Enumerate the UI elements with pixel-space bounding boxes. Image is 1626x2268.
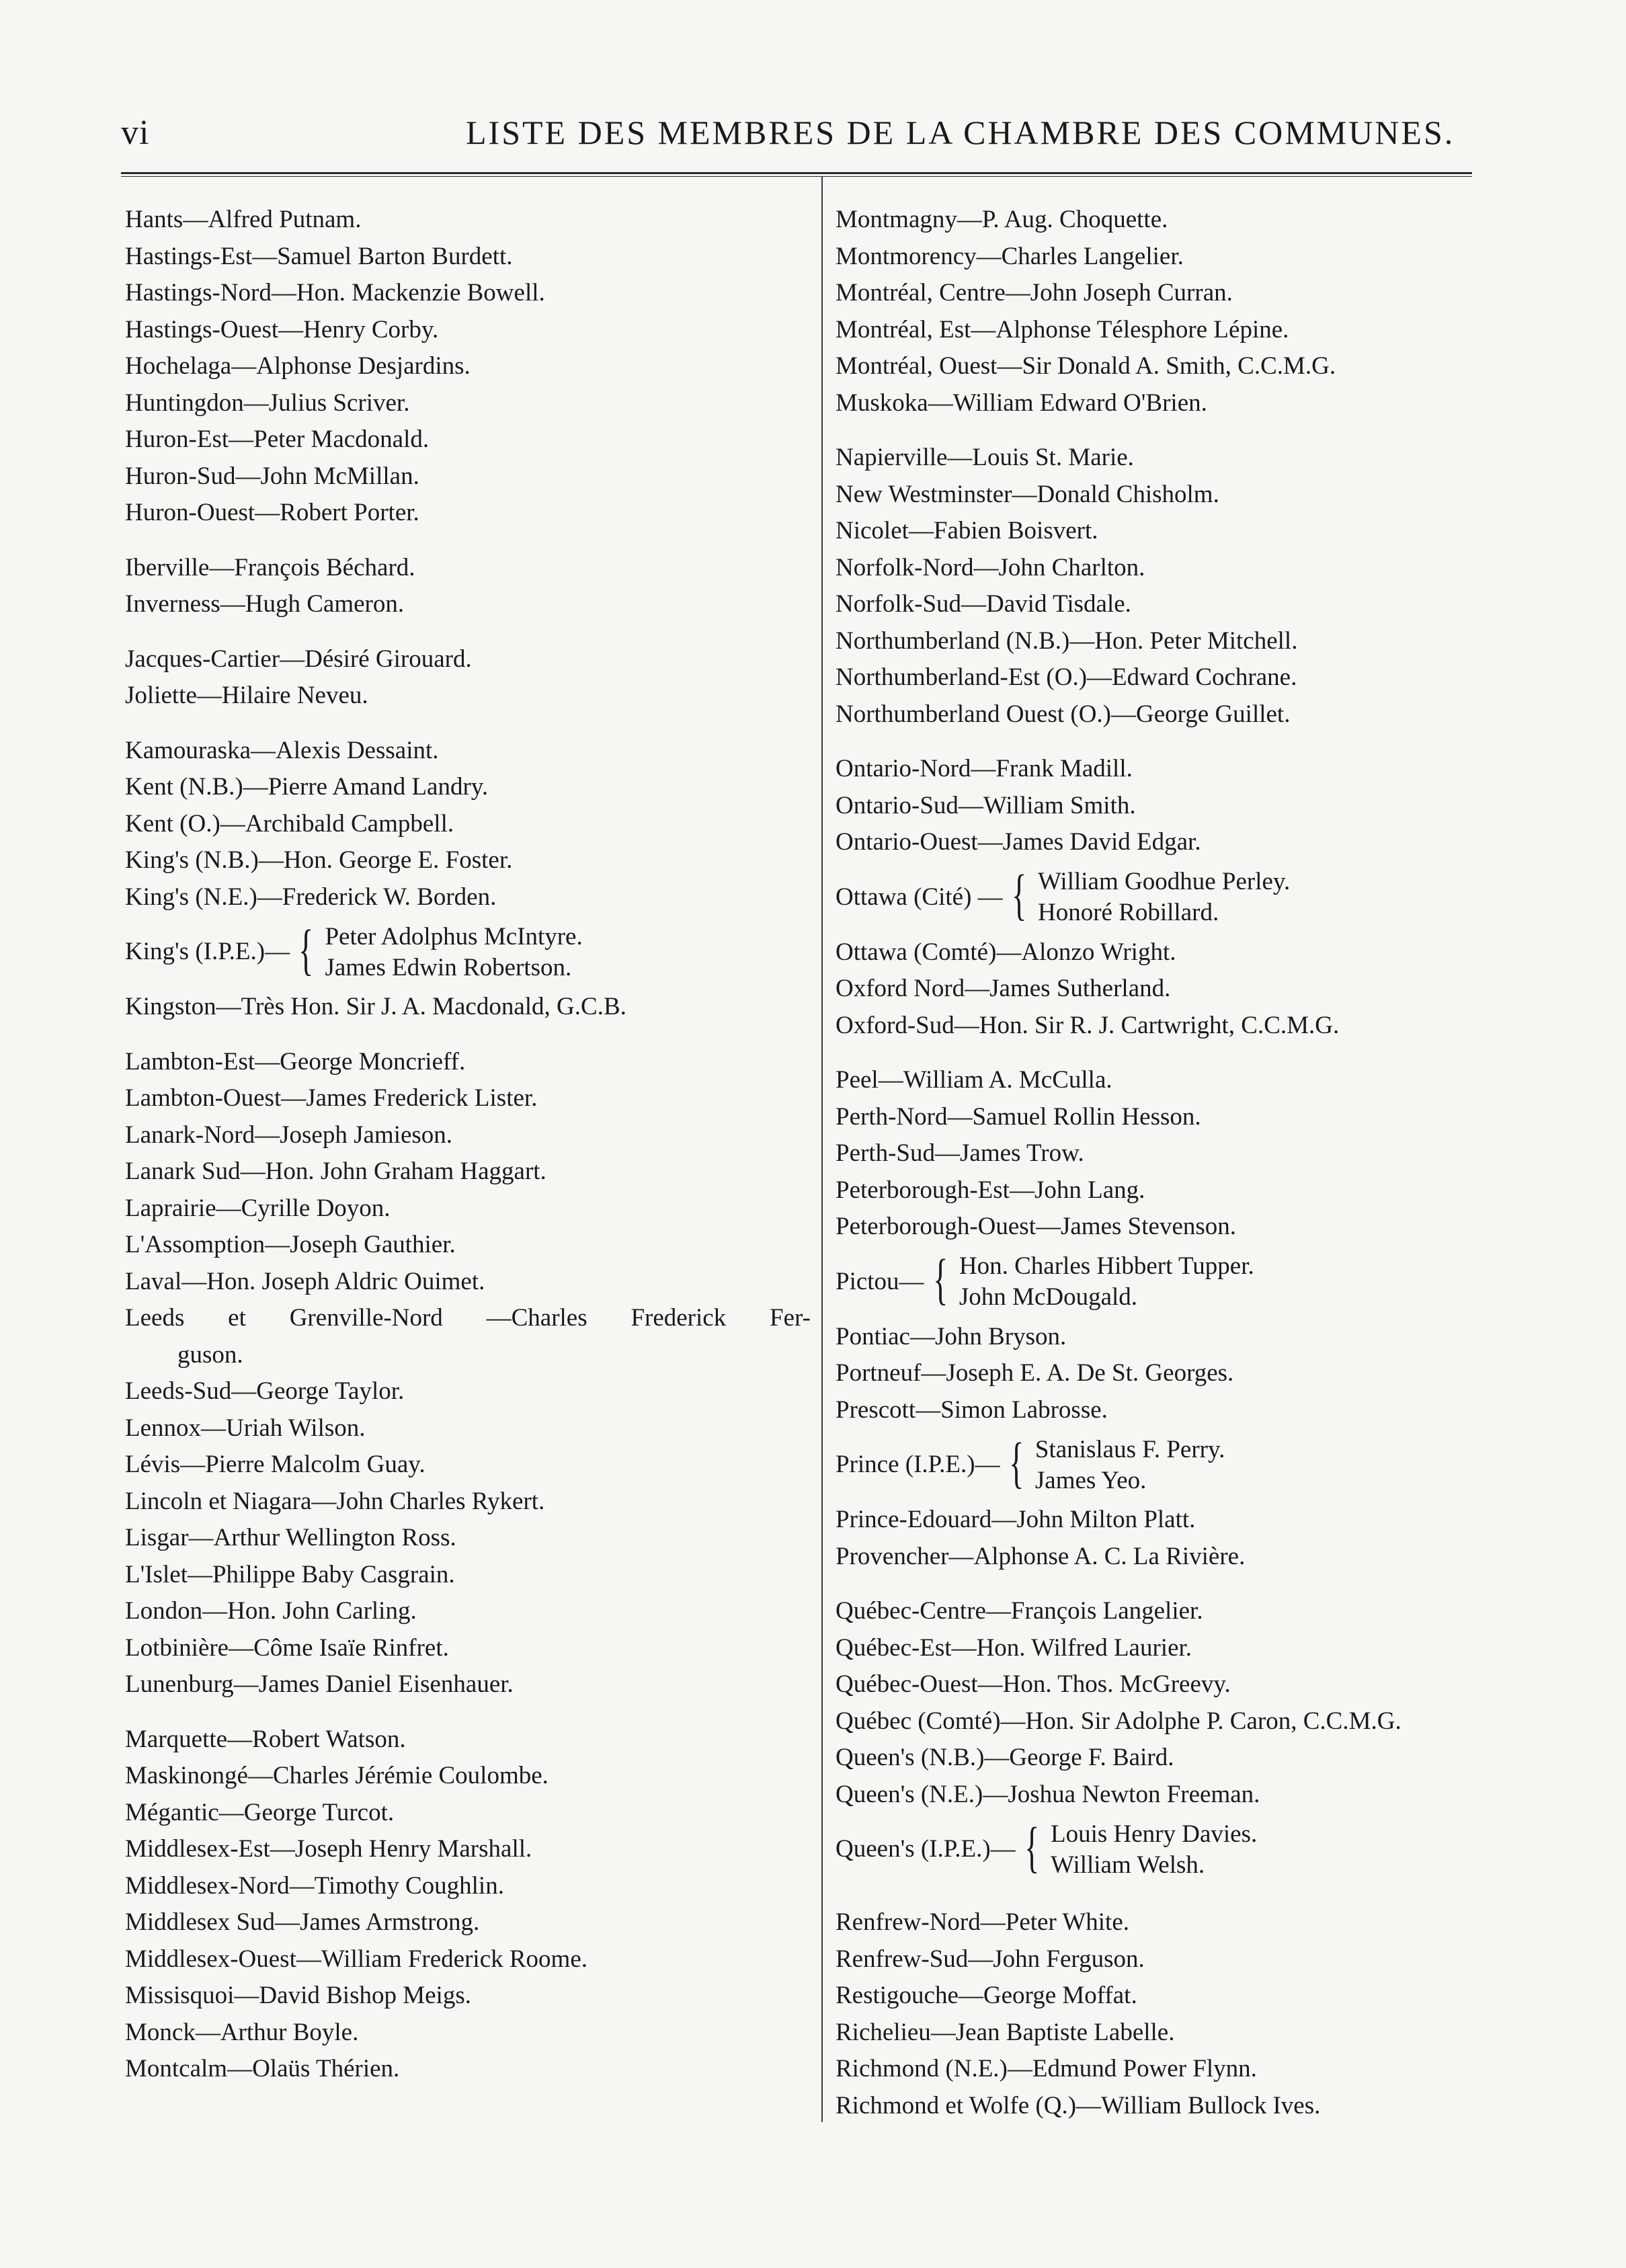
list-item: Montréal, Centre—John Joseph Curran. [836,279,1233,307]
riding-label: Pictou— [836,1267,924,1295]
list-item: Middlesex-Nord—Timothy Coughlin. [125,1871,504,1900]
list-item: Montmagny—P. Aug. Choquette. [836,206,1168,233]
list-item: L'Islet—Philippe Baby Casgrain. [125,1560,455,1588]
list-item: Northumberland-Est (O.)—Edward Cochrane. [836,663,1297,691]
list-item: Portneuf—Joseph E. A. De St. Georges. [836,1359,1234,1387]
left-column [125,202,811,2088]
brace-icon: { [1011,864,1026,926]
list-item: Hants—Alfred Putnam. [125,206,362,233]
list-item: Northumberland Ouest (O.)—George Guillet. [836,700,1291,728]
list-item: Lambton-Est—George Moncrieff. [125,1047,466,1076]
brace-icon: { [1008,1431,1024,1494]
list-item: London—Hon. John Carling. [125,1597,417,1625]
list-item: Lanark-Nord—Joseph Jamieson. [125,1121,453,1149]
list-item: Jacques-Cartier—Désiré Girouard. [125,645,472,673]
page-title: LISTE DES MEMBRES DE LA CHAMBRE DES COMMUNES. [466,114,1455,151]
list-item: Kingston—Très Hon. Sir J. A. Macdonald, G.C.B. [125,993,626,1020]
list-item: Oxford Nord—James Sutherland. [836,975,1171,1002]
list-item: Kent (N.B.)—Pierre Amand Landry. [125,773,489,801]
list-item: Montréal, Ouest—Sir Donald A. Smith, C.C.M.G. [836,352,1336,380]
list-item: Middlesex-Ouest—William Frederick Roome. [125,1945,588,1973]
brace-icon: { [1024,1816,1039,1879]
list-item: Peterborough-Ouest—James Stevenson. [836,1213,1237,1240]
member-name: William Welsh. [1051,1851,1205,1879]
list-item: Montcalm—Olaüs Thérien. [125,2055,400,2082]
list-item: Prescott—Simon Labrosse. [836,1395,1108,1424]
list-item-two-members [836,861,1481,934]
list-item: King's (N.B.)—Hon. George E. Foster. [125,846,513,874]
list-item: Norfolk-Sud—David Tisdale. [836,590,1131,618]
list-item: Renfrew-Sud—John Ferguson. [836,1945,1145,1973]
list-item: Huron-Sud—John McMillan. [125,462,419,490]
word: Fer- [770,1304,811,1332]
list-item: Napierville—Louis St. Marie. [836,444,1134,471]
member-name: John McDougald. [959,1283,1138,1311]
member-name: Louis Henry Davies. [1051,1820,1258,1848]
list-item: Queen's (N.E.)—Joshua Newton Freeman. [836,1780,1260,1808]
list-item-two-members [836,1246,1481,1319]
brace-icon: { [298,918,314,981]
list-item: Lennox—Uriah Wilson. [125,1414,366,1442]
list-item: Leeds-Sud—George Taylor. [125,1377,405,1405]
riding-label: Queen's (I.P.E.)— [836,1835,1016,1863]
list-item: Lévis—Pierre Malcolm Guay. [125,1451,425,1478]
list-item: Maskinongé—Charles Jérémie Coulombe. [125,1762,548,1789]
list-item: Mégantic—George Turcot. [125,1798,395,1826]
list-item: Lincoln et Niagara—John Charles Rykert. [125,1487,545,1515]
list-item: Québec-Est—Hon. Wilfred Laurier. [836,1633,1192,1662]
list-item: Ontario-Sud—William Smith. [836,791,1136,819]
riding-label: King's (I.P.E.)— [125,938,290,966]
list-item: Muskoka—William Edward O'Brien. [836,389,1207,417]
member-name: Peter Adolphus McIntyre. [325,922,583,950]
list-item: Perth-Sud—James Trow. [836,1139,1084,1167]
header-rule [121,172,1472,177]
word: et [228,1304,246,1332]
list-item: Kamouraska—Alexis Dessaint. [125,736,439,764]
member-name: Stanislaus F. Perry. [1034,1435,1225,1463]
right-column [836,202,1481,2124]
list-item: Queen's (N.B.)—George F. Baird. [836,1744,1174,1771]
list-item: Lambton-Ouest—James Frederick Lister. [125,1084,538,1112]
list-item: Missisquoi—David Bishop Meigs. [125,1982,471,2009]
list-item: Hochelaga—Alphonse Desjardins. [125,352,471,380]
member-name: Honoré Robillard. [1037,899,1219,926]
list-item: Northumberland (N.B.)—Hon. Peter Mitchell. [836,626,1298,655]
list-item: Huntingdon—Julius Scriver. [125,389,410,417]
list-item: Québec (Comté)—Hon. Sir Adolphe P. Caron, C.C.M.G. [836,1707,1401,1735]
word: Frederick [631,1304,727,1332]
list-item-two-members [125,916,811,989]
list-item: Québec-Centre—François Langelier. [836,1597,1203,1625]
list-item: Middlesex Sud—James Armstrong. [125,1908,480,1936]
brace-icon: { [932,1248,948,1311]
list-item: Richmond et Wolfe (Q.)—William Bullock Ives. [836,2091,1321,2119]
list-item: Perth-Nord—Samuel Rollin Hesson. [836,1102,1201,1131]
list-item: Hastings-Nord—Hon. Mackenzie Bowell. [125,279,545,307]
list-item: Ottawa (Comté)—Alonzo Wright. [836,938,1176,966]
list-item: Prince-Edouard—John Milton Platt. [836,1506,1196,1533]
list-item: Norfolk-Nord—John Charlton. [836,553,1145,581]
list-item: Peel—William A. McCulla. [836,1066,1112,1094]
list-item-continuation: guson. [177,1340,243,1369]
page-number: vi [121,114,150,152]
list-item: Québec-Ouest—Hon. Thos. McGreevy. [836,1670,1231,1698]
list-item: Peterborough-Est—John Lang. [836,1176,1145,1204]
list-item: New Westminster—Donald Chisholm. [836,480,1219,508]
list-item: Joliette—Hilaire Neveu. [125,682,368,709]
word: Leeds [125,1304,185,1332]
list-item: Lisgar—Arthur Wellington Ross. [125,1524,456,1551]
riding-label: Ottawa (Cité) — [836,883,1003,911]
member-name: James Yeo. [1034,1466,1147,1494]
list-item: L'Assomption—Joseph Gauthier. [125,1231,456,1258]
list-item: Montréal, Est—Alphonse Télesphore Lépine. [836,315,1289,343]
list-item: Oxford-Sud—Hon. Sir R. J. Cartwright, C.C.M.G. [836,1011,1340,1039]
list-item: Marquette—Robert Watson. [125,1725,406,1753]
member-name: James Edwin Robertson. [325,953,572,981]
list-item: Lotbinière—Côme Isaïe Rinfret. [125,1633,449,1662]
list-item-wrapped [125,1300,811,1337]
list-item: Laprairie—Cyrille Doyon. [125,1194,391,1222]
word: —Charles [486,1304,587,1332]
list-item: Restigouche—George Moffat. [836,1982,1137,2009]
page-header [121,113,1472,167]
member-name: William Goodhue Perley. [1037,868,1291,895]
list-item: Provencher—Alphonse A. C. La Rivière. [836,1542,1246,1570]
list-item: Huron-Est—Peter Macdonald. [125,426,430,453]
list-item: Laval—Hon. Joseph Aldric Ouimet. [125,1267,485,1295]
riding-label: Prince (I.P.E.)— [836,1451,1000,1479]
list-item: Ontario-Ouest—James David Edgar. [836,828,1201,856]
list-item: Nicolet—Fabien Boisvert. [836,517,1098,544]
list-item: King's (N.E.)—Frederick W. Borden. [125,883,497,911]
list-item: Kent (O.)—Archibald Campbell. [125,809,454,838]
list-item-two-members [836,1428,1481,1502]
member-name: Hon. Charles Hibbert Tupper. [959,1252,1254,1280]
list-item: Huron-Ouest—Robert Porter. [125,499,419,526]
list-item: Montmorency—Charles Langelier. [836,242,1184,270]
list-item: Renfrew-Nord—Peter White. [836,1908,1130,1936]
column-divider [821,176,823,2122]
list-item: Inverness—Hugh Cameron. [125,590,405,618]
list-item: Pontiac—John Bryson. [836,1322,1067,1350]
list-item: Middlesex-Est—Joseph Henry Marshall. [125,1835,532,1863]
list-item: Richelieu—Jean Baptiste Labelle. [836,2018,1175,2046]
list-item: Hastings-Est—Samuel Barton Burdett. [125,242,513,270]
list-item-two-members [836,1813,1481,1886]
list-item: Monck—Arthur Boyle. [125,2018,359,2046]
list-item: Lanark Sud—Hon. John Graham Haggart. [125,1158,546,1185]
list-item: Ontario-Nord—Frank Madill. [836,755,1133,782]
list-item: Richmond (N.E.)—Edmund Power Flynn. [836,2055,1257,2082]
word: Grenville-Nord [289,1304,443,1332]
list-item: Lunenburg—James Daniel Eisenhauer. [125,1670,514,1698]
list-item: Hastings-Ouest—Henry Corby. [125,315,439,343]
list-item: Iberville—François Béchard. [125,553,415,581]
